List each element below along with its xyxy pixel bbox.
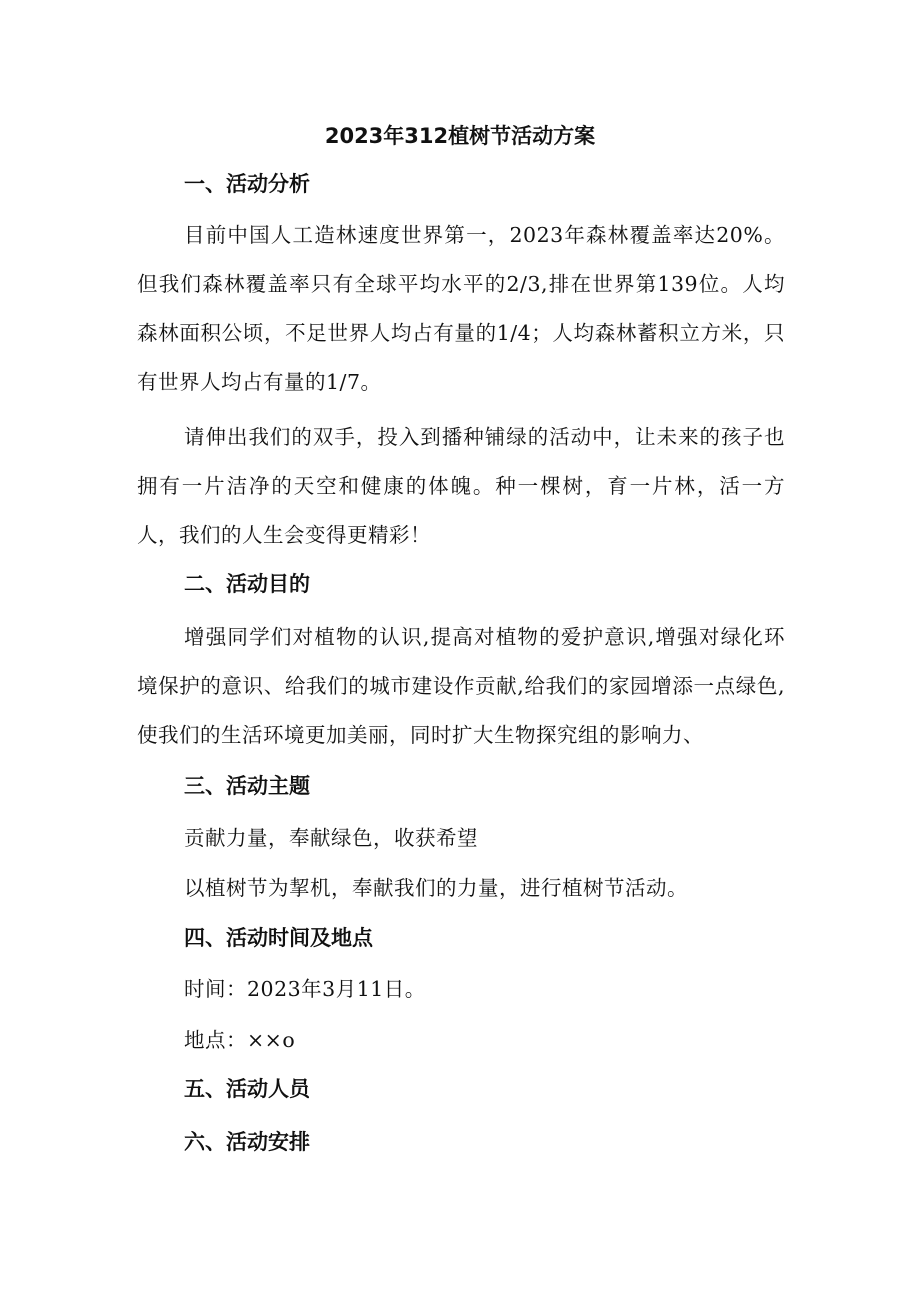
event-time: 时间：2023年3月11日。: [184, 977, 426, 1001]
paragraph-purpose: 增强同学们对植物的认识,提高对植物的爱护意识,增强对绿化环境保护的意识、给我们的城市建设作贡献,给我们的家园增添一点绿色,使我们的生活环境更加美丽，同时扩大生物探究组的影响力、: [137, 625, 785, 747]
paragraph-analysis-2: 请伸出我们的双手，投入到播种铺绿的活动中，让未来的孩子也拥有一片洁净的天空和健康的体魄。种一棵树，育一片林，活一方人，我们的人生会变得更精彩！: [137, 425, 785, 547]
section-heading-time-place: 四、活动时间及地点: [184, 926, 373, 950]
theme-slogan: 贡献力量，奉献绿色，收获希望: [184, 826, 478, 850]
section-heading-analysis: 一、活动分析: [184, 172, 310, 196]
section-heading-purpose: 二、活动目的: [184, 572, 310, 596]
paragraph-analysis-1: 目前中国人工造林速度世界第一，2023年森林覆盖率达20%。但我们森林覆盖率只有全球平均水平的2/3,排在世界第139位。人均森林面积公顷，不足世界人均占有量的1/4；人均森林蓄积立方米，只有世界人均占有量的1/7。: [137, 223, 785, 394]
section-heading-theme: 三、活动主题: [184, 774, 310, 798]
event-place: 地点：××o: [184, 1028, 296, 1052]
section-heading-arrangement: 六、活动安排: [184, 1130, 310, 1154]
document-title: 2023年312植树节活动方案: [324, 124, 596, 148]
section-heading-personnel: 五、活动人员: [184, 1077, 310, 1101]
theme-description: 以植树节为挈机，奉献我们的力量，进行植树节活动。: [184, 876, 688, 900]
